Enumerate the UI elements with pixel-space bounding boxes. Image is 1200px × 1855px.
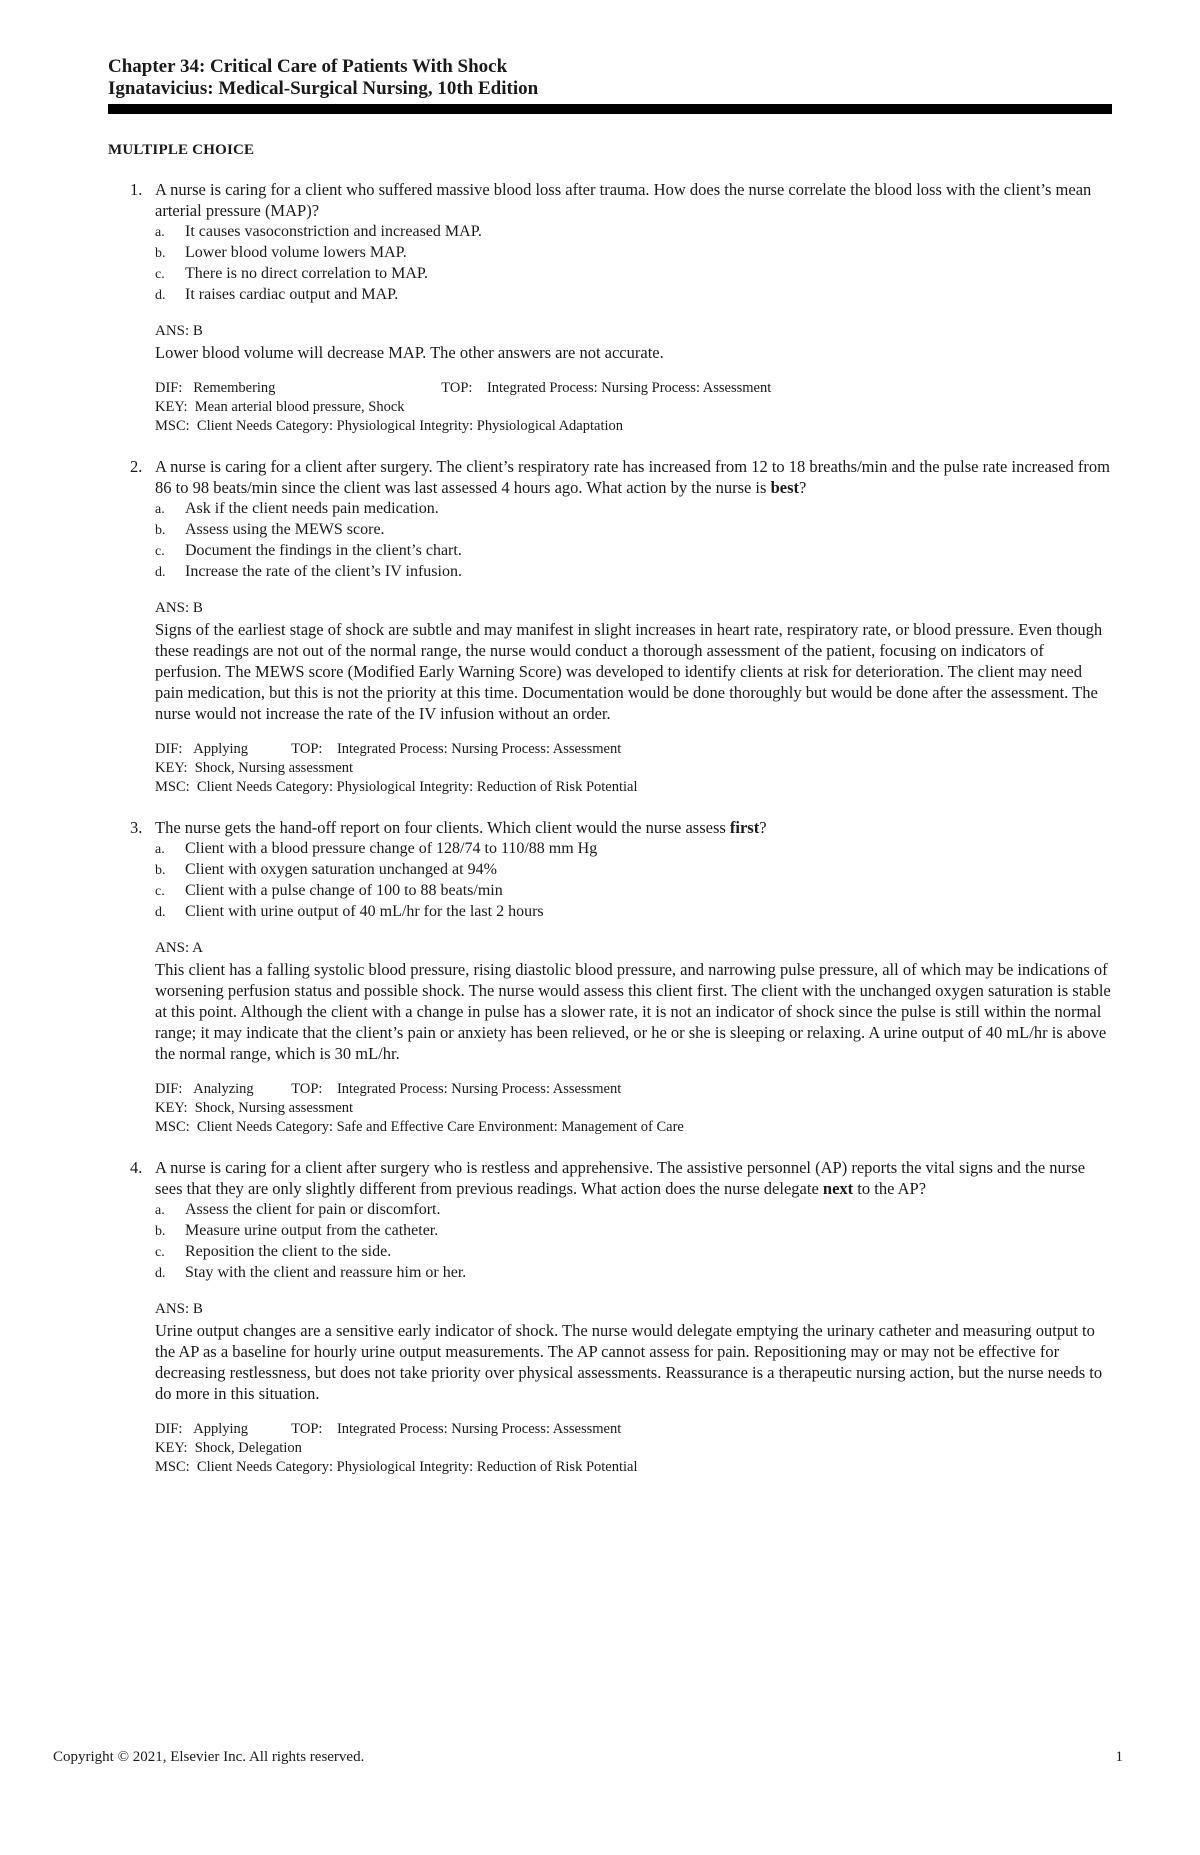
option-letter: c.: [155, 884, 165, 899]
option-text: Client with a blood pressure change of 128/74 to 110/88 mm Hg: [185, 840, 598, 857]
option-b: [155, 859, 1112, 880]
option-letter: a.: [155, 1203, 165, 1218]
question-4: [108, 1157, 1112, 1477]
option-letter: a.: [155, 502, 165, 517]
top-value: Integrated Process: Nursing Process: Assessment: [486, 380, 772, 396]
option-letter: d.: [155, 288, 166, 303]
option-letter: b.: [155, 523, 166, 538]
question-number: 3.: [130, 818, 143, 837]
key-label: KEY:: [155, 760, 188, 776]
msc-value: Client Needs Category: Physiological Integrity: Physiological Adaptation: [196, 418, 624, 434]
question-number: 1.: [130, 180, 143, 199]
answer-block: [155, 321, 1112, 363]
dif-label: DIF:: [155, 741, 183, 757]
option-d: [155, 1262, 1112, 1283]
option-b: [155, 1220, 1112, 1241]
question-metadata: [155, 1420, 1112, 1477]
option-letter: c.: [155, 267, 165, 282]
rationale: This client has a falling systolic blood pressure, rising diastolic blood pressure, and narrowing pulse pressure, all of which may be indications of worsening perfusion status and possible shock. The nurse would assess this client first. The client with the unchanged oxygen saturation is stable at this point. Although the client with a change in pulse has a slower rate, it is not an indicator of shock since the pulse is still within the normal range; it may indicate that the client’s pain or anxiety has been relieved, or he or she is sleeping or relaxing. A urine output of 40 mL/hr is above the normal range, which is 30 mL/hr.: [155, 960, 1111, 1063]
answer-block: [155, 1299, 1112, 1404]
option-letter: a.: [155, 225, 165, 240]
option-a: [155, 1199, 1112, 1220]
question-metadata: [155, 1080, 1112, 1137]
option-letter: c.: [155, 544, 165, 559]
answer-key: ANS: B: [155, 323, 203, 339]
msc-label: MSC:: [155, 418, 190, 434]
answer-block: [155, 938, 1112, 1064]
msc-label: MSC:: [155, 1459, 190, 1475]
stem-text-end: ?: [759, 818, 767, 837]
page-footer: [53, 1749, 1123, 1766]
key-value: Shock, Delegation: [194, 1440, 302, 1456]
option-text: Assess the client for pain or discomfort.: [185, 1201, 441, 1218]
option-letter: d.: [155, 565, 166, 580]
option-text: Measure urine output from the catheter.: [185, 1222, 439, 1239]
top-value: Integrated Process: Nursing Process: Assessment: [336, 741, 622, 757]
question-stem: [155, 817, 1112, 838]
copyright-notice: Copyright © 2021, Elsevier Inc. All rights reserved.: [53, 1749, 365, 1765]
question-3: [108, 817, 1112, 1137]
option-c: [155, 263, 1112, 284]
msc-label: MSC:: [155, 1119, 190, 1135]
top-label: TOP:: [291, 1421, 323, 1437]
dif-value: Remembering: [193, 380, 276, 396]
rationale: Signs of the earliest stage of shock are subtle and may manifest in slight increases in heart rate, respiratory rate, or blood pressure. Even though these readings are not out of the normal range, the nurse would conduct a thorough assessment of the patient, focusing on indicators of perfusion. The MEWS score (Modified Early Warning Score) was developed to identify clients at risk for deterioration. The client may need pain medication, but this is not the priority at this time. Documentation would be done thoroughly but would be done after the assessment. The nurse would not increase the rate of the IV infusion without an order.: [155, 620, 1103, 723]
stem-text-end: to the AP?: [853, 1179, 927, 1198]
option-text: Increase the rate of the client’s IV infusion.: [185, 563, 462, 580]
header-rule: [108, 104, 1112, 114]
answer-key: ANS: B: [155, 600, 203, 616]
question-stem: [155, 456, 1112, 498]
rationale: Urine output changes are a sensitive early indicator of shock. The nurse would delegate emptying the urinary catheter and measuring output to the AP as a baseline for hourly urine output measurements. The AP cannot assess for pain. Repositioning may or may not be effective for decreasing restlessness, but does not take priority over physical assessments. Reassurance is a therapeutic nursing action, but the nurse needs to do more in this situation.: [155, 1321, 1103, 1403]
option-letter: c.: [155, 1245, 165, 1260]
option-letter: a.: [155, 842, 165, 857]
top-label: TOP:: [291, 741, 323, 757]
question-stem: [155, 1157, 1112, 1199]
option-d: [155, 284, 1112, 305]
dif-value: Applying: [193, 1421, 249, 1437]
dif-value: Applying: [193, 741, 249, 757]
key-value: Shock, Nursing assessment: [194, 1100, 354, 1116]
option-text: Document the findings in the client’s chart.: [185, 542, 462, 559]
option-text: Reposition the client to the side.: [185, 1243, 392, 1260]
stem-emphasis: first: [729, 818, 760, 837]
key-label: KEY:: [155, 1100, 188, 1116]
msc-value: Client Needs Category: Safe and Effective Care Environment: Management of Care: [196, 1119, 684, 1135]
option-letter: b.: [155, 1224, 166, 1239]
section-title: MULTIPLE CHOICE: [108, 142, 255, 158]
msc-value: Client Needs Category: Physiological Integrity: Reduction of Risk Potential: [196, 1459, 638, 1475]
top-value: Integrated Process: Nursing Process: Assessment: [336, 1081, 622, 1097]
option-a: [155, 498, 1112, 519]
dif-label: DIF:: [155, 380, 183, 396]
answer-key: ANS: A: [155, 940, 203, 956]
top-label: TOP:: [291, 1081, 323, 1097]
question-stem: A nurse is caring for a client who suffered massive blood loss after trauma. How does the nurse correlate the blood loss with the client’s mean arterial pressure (MAP)?: [155, 180, 1092, 220]
question-metadata: [155, 740, 1112, 797]
option-text: There is no direct correlation to MAP.: [185, 265, 429, 282]
top-value: Integrated Process: Nursing Process: Assessment: [336, 1421, 622, 1437]
key-value: Shock, Nursing assessment: [194, 760, 354, 776]
answer-options: [155, 221, 1112, 305]
stem-emphasis: best: [770, 478, 799, 497]
option-d: [155, 901, 1112, 922]
option-text: Ask if the client needs pain medication.: [185, 500, 439, 517]
option-text: Client with urine output of 40 mL/hr for the last 2 hours: [185, 903, 544, 920]
option-text: It causes vasoconstriction and increased MAP.: [185, 223, 482, 240]
key-label: KEY:: [155, 1440, 188, 1456]
msc-label: MSC:: [155, 779, 190, 795]
option-text: Assess using the MEWS score.: [185, 521, 385, 538]
key-label: KEY:: [155, 399, 188, 415]
question-list: [108, 140, 1112, 1497]
stem-emphasis: next: [822, 1179, 854, 1198]
answer-block: [155, 598, 1112, 724]
option-c: [155, 1241, 1112, 1262]
option-text: Stay with the client and reassure him or her.: [185, 1264, 467, 1281]
option-b: [155, 242, 1112, 263]
option-a: [155, 838, 1112, 859]
rationale: Lower blood volume will decrease MAP. The other answers are not accurate.: [155, 343, 664, 362]
key-value: Mean arterial blood pressure, Shock: [194, 399, 405, 415]
option-letter: d.: [155, 905, 166, 920]
book-title: Ignatavicius: Medical-Surgical Nursing, 10th Edition: [108, 78, 539, 99]
stem-text: A nurse is caring for a client after surgery who is restless and apprehensive. The assistive personnel (AP) reports the vital signs and the nurse sees that they are only slightly different from previous readings. What action does the nurse delegate: [155, 1158, 1086, 1198]
question-number: 4.: [130, 1158, 143, 1177]
dif-value: Analyzing: [193, 1081, 254, 1097]
answer-options: [155, 498, 1112, 582]
option-letter: d.: [155, 1266, 166, 1281]
stem-text: A nurse is caring for a client after surgery. The client’s respiratory rate has increased from 12 to 18 breaths/min and the pulse rate increased from 86 to 98 beats/min since the client was last assessed 4 hours ago. What action by the nurse is: [155, 457, 1110, 497]
question-2: [108, 456, 1112, 797]
dif-label: DIF:: [155, 1421, 183, 1437]
question-1: [108, 179, 1112, 436]
question-metadata: [155, 379, 1112, 436]
stem-text-end: ?: [799, 478, 807, 497]
question-number: 2.: [130, 457, 143, 476]
option-d: [155, 561, 1112, 582]
answer-key: ANS: B: [155, 1301, 203, 1317]
option-text: It raises cardiac output and MAP.: [185, 286, 399, 303]
option-c: [155, 540, 1112, 561]
option-text: Client with a pulse change of 100 to 88 beats/min: [185, 882, 503, 899]
dif-label: DIF:: [155, 1081, 183, 1097]
page-header: [108, 56, 1112, 114]
msc-value: Client Needs Category: Physiological Integrity: Reduction of Risk Potential: [196, 779, 638, 795]
stem-text: The nurse gets the hand-off report on four clients. Which client would the nurse assess: [155, 818, 730, 837]
top-label: TOP:: [441, 380, 473, 396]
option-text: Client with oxygen saturation unchanged at 94%: [185, 861, 497, 878]
chapter-title: Chapter 34: Critical Care of Patients With Shock: [108, 56, 508, 77]
answer-options: [155, 838, 1112, 922]
page-number: 1: [1115, 1749, 1123, 1765]
option-a: [155, 221, 1112, 242]
option-letter: b.: [155, 246, 166, 261]
option-text: Lower blood volume lowers MAP.: [185, 244, 407, 261]
option-c: [155, 880, 1112, 901]
option-letter: b.: [155, 863, 166, 878]
answer-options: [155, 1199, 1112, 1283]
option-b: [155, 519, 1112, 540]
